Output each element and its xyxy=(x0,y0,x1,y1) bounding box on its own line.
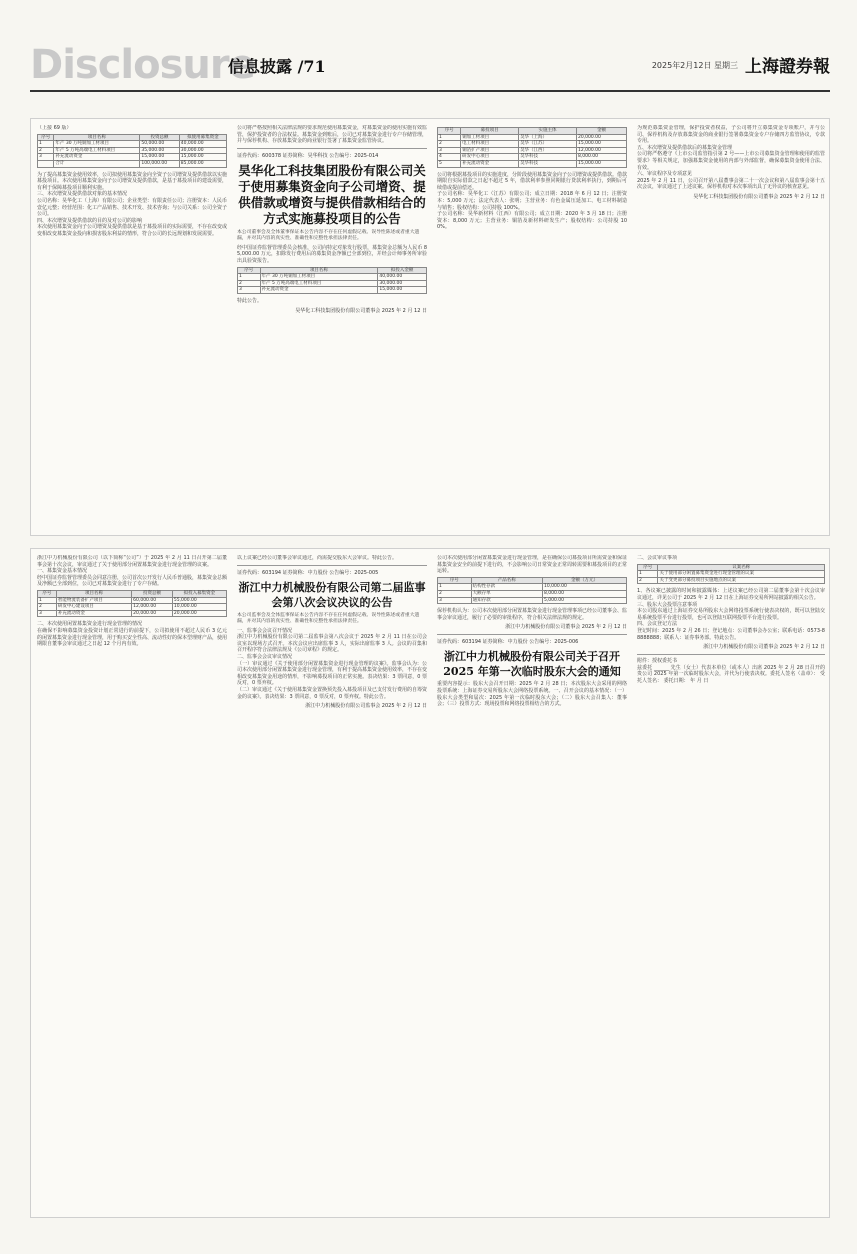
body-paragraph: 浙江中力机械股份有限公司（以下简称“公司”）于 2025 年 2 月 11 日召开第二届董事会第十次会议，审议通过了关于使用部分闲置募集资金进行现金管理的议案。 xyxy=(37,555,227,568)
table-cell: 年产 30 万吨铜加工材项目 xyxy=(54,141,140,148)
table-cell: 2 xyxy=(238,280,261,287)
signature: 浙江中力机械股份有限公司监事会 2025 年 2 月 12 日 xyxy=(305,703,427,710)
section-heading: 二、会议审议事项 xyxy=(637,555,678,561)
table-row xyxy=(438,597,627,604)
table-cell: 年产 5 万吨高端电工材料项目 xyxy=(260,280,378,287)
section-heading: 五、本次增资及提供借款后的募集资金管理 xyxy=(637,144,733,151)
table-cell: 年产 30 万吨铜加工材项目 xyxy=(260,274,378,281)
table-row xyxy=(238,287,427,294)
body-paragraph: 公司将根据募投项目的实施进度，分阶段使用募集资金向子公司增资或提供借款。借款期限自实际借款之日起不超过 5 年，借款利率参照同期银行贷款利率执行，到期后可续借或提前偿还。 xyxy=(437,171,627,191)
security-codes: 证券代码：603194 证券简称：中力股份 公告编号：2025-006 xyxy=(437,639,579,646)
table-header: 拟投入募集资金 xyxy=(172,590,226,597)
table-row xyxy=(438,147,627,154)
signature: 浙江中力机械股份有限公司董事会 2025 年 2 月 12 日 xyxy=(703,644,825,651)
table-cell: 铜箔扩产项目 xyxy=(461,147,519,154)
table-header: 项目名称 xyxy=(260,267,378,274)
table-cell: 20,000.00 xyxy=(132,610,173,617)
upper-notices xyxy=(30,118,830,536)
table-caption: （上接 69 版） xyxy=(37,125,72,131)
section-heading: 三、本次增资及提供借款对象的基本情况 xyxy=(37,191,128,198)
table-cell: 15,000.00 xyxy=(576,141,626,148)
table-cell: 年产 5 万吨高端电工材料项目 xyxy=(54,147,140,154)
body-paragraph: 公司名称：昊华化工（上海）有限公司；企业类型：有限责任公司；注册资本：人民币壹亿元整；经营范围：化工产品销售、技术开发、技术咨询；与公司关系：公司全资子公司。 xyxy=(37,197,227,218)
table-cell: 研发中心建设项目 xyxy=(56,604,131,611)
table-cell: 补充流动资金 xyxy=(56,610,131,617)
security-codes: 证券代码：603194 证券简称：中力股份 公告编号：2025-005 xyxy=(237,569,379,576)
project-table xyxy=(37,134,227,168)
body-paragraph: 重要内容提示：股东大会召开日期：2025 年 2 月 28 日；本次股东大会采用的网络投票系统：上海证券交易所股东大会网络投票系统。一、召开会议的基本情况：（一）股东大会类型和届次：2025 年第一次临时股东大会；（二）股东大会召集人：董事会；（三）投票方式：现场投票和网络投票相结合的方式。 xyxy=(437,681,627,708)
table-header: 项目名称 xyxy=(54,134,140,141)
table-cell: 10,000.00 xyxy=(172,604,226,611)
table-header: 金额 xyxy=(576,128,626,135)
table-cell: 智能物流装备扩产项目 xyxy=(56,597,131,604)
lower-column-1 xyxy=(37,555,227,1211)
table-header: 序号 xyxy=(238,267,261,274)
section-heading: 二、本次使用闲置募集资金进行现金管理的情况 xyxy=(37,621,143,628)
table-row xyxy=(638,571,825,578)
table-cell: 12,000.00 xyxy=(132,604,173,611)
table-cell: 铜加工材项目 xyxy=(461,134,519,141)
table-header: 实施主体 xyxy=(519,128,577,135)
section-heading: 六、审议程序及专项意见 xyxy=(637,171,693,178)
table-row xyxy=(38,147,227,154)
table-header: 序号 xyxy=(638,564,658,571)
brand-logo-cn: 上海證券報 xyxy=(745,57,830,77)
table-cell: 1 xyxy=(38,597,57,604)
table-cell: 40,000.00 xyxy=(179,141,226,148)
table-cell: 8,000.00 xyxy=(576,154,626,161)
signature: 昊华化工科技集团股份有限公司董事会 2025 年 2 月 12 日 xyxy=(295,307,427,314)
body-paragraph: 本次使用募集资金向子公司增资及提供借款是基于募投项目的实际需要，不存在改变或变相改变募集资金投向和损害股东利益的情形，符合公司的长远规划和发展需要。 xyxy=(37,224,227,237)
table-cell: 关于变更部分募投项目实施地点的议案 xyxy=(658,577,825,584)
table-cell: 1 xyxy=(38,141,54,148)
table-cell: 关于使用部分闲置募集资金进行现金管理的议案 xyxy=(658,571,825,578)
table-row xyxy=(38,610,227,617)
table-cell xyxy=(38,160,54,167)
table-row xyxy=(438,141,627,148)
body-paragraph: 为规范募集资金管理，保护投资者权益，子公司将开立募集资金专项账户，并与公司、保荐机构及存放募集资金的商业银行签署募集资金专户存储四方监管协议，专款专用。 xyxy=(637,125,825,145)
body-paragraph: （二）审议通过《关于使用募集资金置换预先投入募投项目及已支付发行费用的自筹资金的议案》。表决结果：3 票同意，0 票反对，0 票弃权。特此公告。 xyxy=(237,686,427,700)
table-cell: 100,000.00 xyxy=(140,160,179,167)
body-paragraph: 子公司名称：昊华新材料（江西）有限公司；成立日期：2020 年 3 月 18 日；注册资本：8,000 万元；主营业务：铜箔及新材料研发生产；股权结构：公司持股 100%。 xyxy=(437,211,627,231)
table-row xyxy=(438,134,627,141)
table-cell: 5 xyxy=(438,160,461,167)
divider xyxy=(437,634,627,635)
table-row xyxy=(38,160,227,167)
body-paragraph: 经中国证券监督管理委员会同意注册，公司首次公开发行人民币普通股，募集资金总额及净额已全部到位，公司已对募集资金进行了专户存储。 xyxy=(37,574,227,588)
table-cell: 1 xyxy=(238,274,261,281)
table-cell: 30,000.00 xyxy=(378,280,427,287)
product-table xyxy=(437,577,627,604)
table-cell: 2 xyxy=(38,147,54,154)
allocation-table xyxy=(437,127,627,168)
table-cell: 50,000.00 xyxy=(140,141,179,148)
table-cell: 15,000.00 xyxy=(140,154,179,161)
table-cell: 研发中心项目 xyxy=(461,154,519,161)
masthead xyxy=(30,40,830,92)
table-cell: 昊华（江西） xyxy=(519,147,577,154)
table-cell: 昊华（上海） xyxy=(519,134,577,141)
table-row xyxy=(638,577,825,584)
body-paragraph: 保荐机构认为：公司本次使用部分闲置募集资金进行现金管理事项已经公司董事会、监事会审议通过，履行了必要的审批程序，符合相关法律法规的规定。 xyxy=(437,608,627,621)
section-heading: 二、监事会会议审议情况 xyxy=(237,653,293,660)
table-header: 投资总额 xyxy=(140,134,179,141)
table-cell: 12,000.00 xyxy=(576,147,626,154)
notice-headline: 浙江中力机械股份有限公司第二届监事会第八次会议决议的公告 xyxy=(238,580,426,609)
table-cell: 3 xyxy=(38,154,54,161)
table-header: 序号 xyxy=(438,577,472,584)
body-paragraph: 公司将严格遵守《上市公司监管指引第 2 号——上市公司募集资金管理和使用的监管要求》等相关规定，加强募集资金使用的内部与外部监督，确保募集资金使用合法、有效。 xyxy=(637,151,825,171)
section-heading: 一、募集资金基本情况 xyxy=(37,568,88,575)
notice-header xyxy=(237,163,427,227)
notice-header xyxy=(237,580,427,610)
divider xyxy=(237,565,427,566)
table-row xyxy=(38,597,227,604)
table-cell: 补充流动资金 xyxy=(54,154,140,161)
section-heading: 四、会议登记方法 xyxy=(637,621,678,628)
table-cell: 补充流动资金 xyxy=(461,160,519,167)
table-header: 募投项目 xyxy=(461,128,519,135)
table-header: 序号 xyxy=(38,134,54,141)
table-row xyxy=(238,280,427,287)
divider xyxy=(637,654,825,655)
board-statement: 本公司董事会及全体董事保证本公告内容不存在任何虚假记载、误导性陈述或者重大遗漏，并对其内容的真实性、准确性和完整性承担法律责任。 xyxy=(237,229,420,241)
table-cell: 2 xyxy=(38,604,57,611)
table-row xyxy=(438,154,627,161)
security-codes: 证券代码：600378 证券简称：昊华科技 公告编号：2025-014 xyxy=(237,152,379,159)
body-paragraph: 浙江中力机械股份有限公司第二届监事会第八次会议于 2025 年 2 月 11 日在公司会议室以现场方式召开。本次会议应出席监事 3 人，实际出席监事 3 人。会议的召集和召开程序符合法律法规及《公司章程》的规定。 xyxy=(237,634,427,654)
table-cell: 40,000.00 xyxy=(378,274,427,281)
table-row xyxy=(38,604,227,611)
table-cell: 3 xyxy=(38,610,57,617)
table-cell: 合计 xyxy=(54,160,140,167)
table-cell: 1 xyxy=(438,134,461,141)
table-cell: 30,000.00 xyxy=(179,147,226,154)
table-cell: 35,000.00 xyxy=(140,147,179,154)
table-cell: 8,000.00 xyxy=(542,590,626,597)
upper-column-3 xyxy=(437,125,627,529)
table-cell: 10,000.00 xyxy=(542,584,626,591)
table-cell: 20,000.00 xyxy=(576,134,626,141)
upper-column-4 xyxy=(637,125,825,529)
section-heading: 一、监事会会议召开情况 xyxy=(237,627,293,634)
body-paragraph: 兹委托 ______ 先生（女士）代表本单位（或本人）出席 2025 年 2 月 28 日召开的贵公司 2025 年第一次临时股东大会，并代为行使表决权。委托人签名（盖章）： 受托人签名： 委托日期： 年 月 日 xyxy=(637,664,825,684)
table-cell: 2 xyxy=(438,141,461,148)
dateline: 2025年2月12日 星期三 xyxy=(651,61,738,70)
table-cell: 4 xyxy=(438,154,461,161)
table-cell: 结构性存款 xyxy=(471,584,542,591)
signature: 昊华化工科技集团股份有限公司董事会 2025 年 2 月 12 日 xyxy=(693,193,825,200)
section-heading: 三、股东大会投票注意事项 xyxy=(637,601,698,608)
body-paragraph: 为了提高募集资金使用效率，公司拟使用募集资金向全资子公司增资及提供借款以实施募投项目。本次使用募集资金向子公司增资及提供借款，是基于募投项目的建设需要，有利于保障募投项目顺利实施。 xyxy=(37,171,227,191)
table-header: 项目名称 xyxy=(56,590,131,597)
table-cell: 85,000.00 xyxy=(179,160,226,167)
table-row xyxy=(438,160,627,167)
table-cell: 20,000.00 xyxy=(172,610,226,617)
section-heading: 附件：授权委托书 xyxy=(637,658,678,665)
body-paragraph: 在确保不影响募集资金投资计划正常进行的前提下，公司拟使用不超过人民币 3 亿元的闲置募集资金进行现金管理，用于购买安全性高、流动性好的保本型理财产品，使用期限自董事会审议通过之日起 12 个月内有效。 xyxy=(37,627,227,648)
table-header: 拟投入金额 xyxy=(378,267,427,274)
section-heading: 四、本次增资及提供借款的目的及对公司的影响 xyxy=(37,217,143,224)
table-cell: 通知存款 xyxy=(471,597,542,604)
table-header: 序号 xyxy=(438,128,461,135)
table-row xyxy=(238,274,427,281)
table-cell: 15,000.00 xyxy=(179,154,226,161)
lower-column-4 xyxy=(637,555,825,1211)
table-cell: 55,000.00 xyxy=(172,597,226,604)
table-cell: 2 xyxy=(638,577,658,584)
table-cell: 60,000.00 xyxy=(132,597,173,604)
notice-headline: 浙江中力机械股份有限公司关于召开 2025 年第一次临时股东大会的通知 xyxy=(443,650,621,679)
table-cell: 昊华科技 xyxy=(519,154,577,161)
table-header: 金额（万元） xyxy=(542,577,626,584)
investment-table xyxy=(237,267,427,294)
table-cell: 2 xyxy=(438,590,472,597)
divider xyxy=(237,148,427,149)
body-paragraph: 公司将严格按照相关法律法规的要求规范使用募集资金，对募集资金的使用实施有效监管，保护投资者的合法权益。募集资金到账后，公司已对募集资金进行专户存储管理，并与保荐机构、存放募集资金的商业银行签署了募集资金监管协议。 xyxy=(237,125,427,145)
table-header: 序号 xyxy=(38,590,57,597)
body-paragraph: 2025 年 2 月 11 日，公司召开第八届董事会第二十一次会议和第八届监事会第十五次会议，审议通过了上述议案。保荐机构对本次事项出具了无异议的核查意见。 xyxy=(637,177,825,191)
body-paragraph: 子公司名称：昊华化工（江苏）有限公司；成立日期：2018 年 6 月 12 日；注册资本：5,000 万元；法定代表人：张明；主营业务：有色金属压延加工、电工材料制造与销售；股权结构：公司持股 100%。 xyxy=(437,191,627,211)
body-paragraph: 以上议案已经公司董事会审议通过，尚需提交股东大会审议。特此公告。 xyxy=(237,555,398,561)
table-cell: 1 xyxy=(638,571,658,578)
table-row xyxy=(38,141,227,148)
section-title: 信息披露 /71 xyxy=(228,57,326,76)
table-cell: 15,000.00 xyxy=(576,160,626,167)
signature: 浙江中力机械股份有限公司董事会 2025 年 2 月 12 日 xyxy=(505,624,627,631)
table-cell: 大额存单 xyxy=(471,590,542,597)
agenda-table xyxy=(637,564,825,585)
table-cell: 5,000.00 xyxy=(542,597,626,604)
table-cell: 3 xyxy=(238,287,261,294)
table-cell: 昊华（江苏） xyxy=(519,141,577,148)
table-header: 投资总额 xyxy=(132,590,173,597)
notice-header xyxy=(437,649,627,679)
table-cell: 补充流动资金 xyxy=(260,287,378,294)
lower-notices xyxy=(30,548,830,1218)
brand-logo-en: Disclosure xyxy=(30,42,255,88)
table-row xyxy=(438,590,627,597)
table-cell: 电工材料项目 xyxy=(461,141,519,148)
lower-column-3 xyxy=(437,555,627,1211)
table-header: 拟使用募集资金 xyxy=(179,134,226,141)
body-paragraph: 登记时间：2025 年 2 月 26 日；登记地点：公司董事会办公室；联系电话：0573-88888888；联系人：证券事务部。特此公告。 xyxy=(637,627,825,641)
body-paragraph: （一）审议通过《关于使用部分闲置募集资金进行现金管理的议案》。监事会认为：公司本次使用部分闲置募集资金进行现金管理，有利于提高募集资金使用效率，不存在变相改变募集资金用途的情形，不影响募投项目的正常实施。表决结果：3 票同意，0 票反对，0 票弃权。 xyxy=(237,660,427,687)
upper-column-2 xyxy=(237,125,427,529)
fundraising-table xyxy=(37,590,227,617)
body-paragraph: 经中国证券监督管理委员会核准，公司向特定对象发行股票，募集资金总额为人民币 85,000.00 万元，扣除发行费用后的募集资金净额已全部到位，并经会计师事务所审验出具验资报告。 xyxy=(237,244,427,264)
table-cell: 昊华科技 xyxy=(519,160,577,167)
lower-column-2 xyxy=(237,555,427,1211)
body-paragraph: 1、各议案已披露的时间和披露媒体：上述议案已经公司第二届董事会第十次会议审议通过，详见公司于 2025 年 2 月 12 日在上海证券交易所网站披露的相关公告。 xyxy=(637,588,825,601)
table-row xyxy=(38,154,227,161)
table-cell: 1 xyxy=(438,584,472,591)
board-statement: 本公司监事会及全体监事保证本公告内容不存在任何虚假记载、误导性陈述或者重大遗漏，并对其内容的真实性、准确性和完整性承担法律责任。 xyxy=(237,612,420,624)
table-header: 议案名称 xyxy=(658,564,825,571)
notice-headline: 昊华化工科技集团股份有限公司关于使用募集资金向子公司增资、提供借款或增资与提供借款相结合的方式实施募投项目的公告 xyxy=(238,162,426,226)
table-header: 产品名称 xyxy=(471,577,542,584)
table-cell: 3 xyxy=(438,147,461,154)
body-paragraph: 特此公告。 xyxy=(237,297,263,304)
table-cell: 3 xyxy=(438,597,472,604)
upper-column-1 xyxy=(37,125,227,529)
body-paragraph: 公司本次使用部分闲置募集资金进行现金管理，是在确保公司募投项目所需资金和保证募集资金安全的前提下进行的，不会影响公司日常资金正常周转需要和募投项目的正常运转。 xyxy=(437,555,627,575)
table-cell: 15,000.00 xyxy=(378,287,427,294)
table-row xyxy=(438,584,627,591)
body-paragraph: 本公司股东通过上海证券交易所股东大会网络投票系统行使表决权的，既可以登陆交易系统投票平台进行投票，也可以登陆互联网投票平台进行投票。 xyxy=(637,608,825,621)
